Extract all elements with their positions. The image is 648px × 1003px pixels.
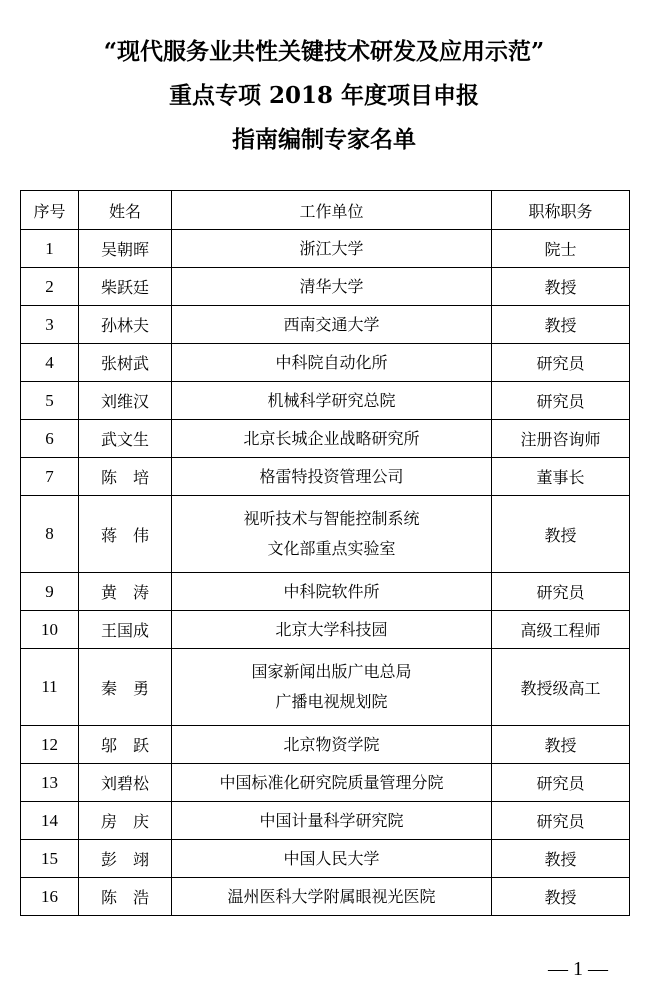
cell-name: 彭 翊 bbox=[79, 840, 172, 878]
cell-name: 黄 涛 bbox=[79, 573, 172, 611]
work-unit-line: 浙江大学 bbox=[299, 238, 364, 258]
work-unit-line: 西南交通大学 bbox=[283, 314, 380, 334]
cell-serial-number: 3 bbox=[21, 306, 79, 344]
table-row bbox=[21, 840, 630, 878]
cell-name: 王国成 bbox=[79, 611, 172, 649]
table-row bbox=[21, 420, 630, 458]
work-unit-line: 中科院自动化所 bbox=[275, 352, 388, 372]
table-row bbox=[21, 649, 630, 726]
cell-job-title: 董事长 bbox=[492, 458, 630, 496]
title-line-3: 指南编制专家名单 bbox=[232, 126, 416, 153]
work-unit-line: 清华大学 bbox=[299, 276, 364, 296]
work-unit-line: 广播电视规划院 bbox=[275, 692, 388, 711]
cell-serial-number: 5 bbox=[21, 382, 79, 420]
cell-serial-number: 14 bbox=[21, 802, 79, 840]
work-unit-line: 文化部重点实验室 bbox=[267, 539, 396, 558]
cell-serial-number: 15 bbox=[21, 840, 79, 878]
cell-serial-number: 12 bbox=[21, 726, 79, 764]
table-row bbox=[21, 458, 630, 496]
work-unit-line: 中国计量科学研究院 bbox=[259, 810, 404, 830]
table-row bbox=[21, 764, 630, 802]
cell-serial-number: 1 bbox=[21, 230, 79, 268]
page-number: — 1 — bbox=[548, 958, 608, 980]
cell-job-title: 教授 bbox=[492, 878, 630, 916]
work-unit-line: 中国标准化研究院质量管理分院 bbox=[219, 772, 444, 792]
cell-work-unit bbox=[172, 611, 492, 649]
cell-job-title: 教授 bbox=[492, 306, 630, 344]
table-header-row bbox=[21, 191, 630, 230]
cell-serial-number: 13 bbox=[21, 764, 79, 802]
cell-name: 刘碧松 bbox=[79, 764, 172, 802]
title-line-1: “现代服务业共性关键技术研发及应用示范” bbox=[103, 38, 545, 65]
work-unit-line: 机械科学研究总院 bbox=[267, 390, 396, 410]
cell-job-title: 院士 bbox=[492, 230, 630, 268]
cell-job-title: 研究员 bbox=[492, 382, 630, 420]
cell-job-title: 注册咨询师 bbox=[492, 420, 630, 458]
cell-serial-number: 10 bbox=[21, 611, 79, 649]
cell-work-unit bbox=[172, 268, 492, 306]
header-job-title: 职称职务 bbox=[492, 191, 630, 230]
cell-work-unit bbox=[172, 496, 492, 573]
cell-serial-number: 11 bbox=[21, 649, 79, 726]
table-row bbox=[21, 344, 630, 382]
work-unit-line: 格雷特投资管理公司 bbox=[259, 466, 404, 486]
cell-job-title: 教授级高工 bbox=[492, 649, 630, 726]
cell-work-unit bbox=[172, 420, 492, 458]
work-unit-line: 中国人民大学 bbox=[283, 848, 380, 868]
table-row bbox=[21, 726, 630, 764]
title-line-2: 重点专项 2018 年度项目申报 bbox=[168, 82, 480, 109]
table-row bbox=[21, 230, 630, 268]
cell-name: 秦 勇 bbox=[79, 649, 172, 726]
cell-name: 房 庆 bbox=[79, 802, 172, 840]
cell-work-unit bbox=[172, 726, 492, 764]
cell-serial-number: 8 bbox=[21, 496, 79, 573]
header-name: 姓名 bbox=[79, 191, 172, 230]
expert-table bbox=[20, 190, 630, 916]
cell-work-unit bbox=[172, 802, 492, 840]
table-row bbox=[21, 306, 630, 344]
cell-job-title: 教授 bbox=[492, 726, 630, 764]
cell-work-unit bbox=[172, 764, 492, 802]
cell-name: 武文生 bbox=[79, 420, 172, 458]
cell-work-unit bbox=[172, 230, 492, 268]
cell-work-unit bbox=[172, 878, 492, 916]
cell-name: 邬 跃 bbox=[79, 726, 172, 764]
table-row bbox=[21, 802, 630, 840]
cell-name: 陈 培 bbox=[79, 458, 172, 496]
work-unit-line: 国家新闻出版广电总局 bbox=[251, 662, 412, 681]
cell-work-unit bbox=[172, 458, 492, 496]
work-unit-line: 中科院软件所 bbox=[283, 581, 380, 601]
table-row bbox=[21, 573, 630, 611]
table-row bbox=[21, 611, 630, 649]
cell-name: 刘维汉 bbox=[79, 382, 172, 420]
cell-job-title: 教授 bbox=[492, 840, 630, 878]
cell-work-unit bbox=[172, 306, 492, 344]
cell-job-title: 研究员 bbox=[492, 802, 630, 840]
cell-work-unit bbox=[172, 344, 492, 382]
cell-serial-number: 7 bbox=[21, 458, 79, 496]
cell-work-unit bbox=[172, 573, 492, 611]
cell-name: 蒋 伟 bbox=[79, 496, 172, 573]
table-row bbox=[21, 878, 630, 916]
cell-work-unit bbox=[172, 382, 492, 420]
work-unit-line: 视听技术与智能控制系统 bbox=[243, 509, 420, 528]
table-body bbox=[21, 230, 630, 916]
table-row bbox=[21, 268, 630, 306]
cell-name: 吴朝晖 bbox=[79, 230, 172, 268]
header-work-unit: 工作单位 bbox=[172, 191, 492, 230]
cell-job-title: 教授 bbox=[492, 268, 630, 306]
cell-serial-number: 6 bbox=[21, 420, 79, 458]
cell-serial-number: 16 bbox=[21, 878, 79, 916]
cell-serial-number: 4 bbox=[21, 344, 79, 382]
cell-job-title: 研究员 bbox=[492, 573, 630, 611]
cell-name: 陈 浩 bbox=[79, 878, 172, 916]
cell-serial-number: 9 bbox=[21, 573, 79, 611]
cell-name: 张树武 bbox=[79, 344, 172, 382]
table-row bbox=[21, 496, 630, 573]
work-unit-line: 北京物资学院 bbox=[283, 734, 380, 754]
cell-work-unit bbox=[172, 840, 492, 878]
table-row bbox=[21, 382, 630, 420]
cell-serial-number: 2 bbox=[21, 268, 79, 306]
work-unit-line: 北京大学科技园 bbox=[275, 619, 388, 639]
cell-work-unit bbox=[172, 649, 492, 726]
cell-job-title: 研究员 bbox=[492, 764, 630, 802]
document-title bbox=[0, 30, 648, 162]
work-unit-line: 温州医科大学附属眼视光医院 bbox=[227, 886, 436, 906]
cell-name: 孙林夫 bbox=[79, 306, 172, 344]
header-serial-number: 序号 bbox=[21, 191, 79, 230]
cell-job-title: 高级工程师 bbox=[492, 611, 630, 649]
cell-job-title: 教授 bbox=[492, 496, 630, 573]
cell-name: 柴跃廷 bbox=[79, 268, 172, 306]
work-unit-line: 北京长城企业战略研究所 bbox=[243, 428, 420, 448]
cell-job-title: 研究员 bbox=[492, 344, 630, 382]
